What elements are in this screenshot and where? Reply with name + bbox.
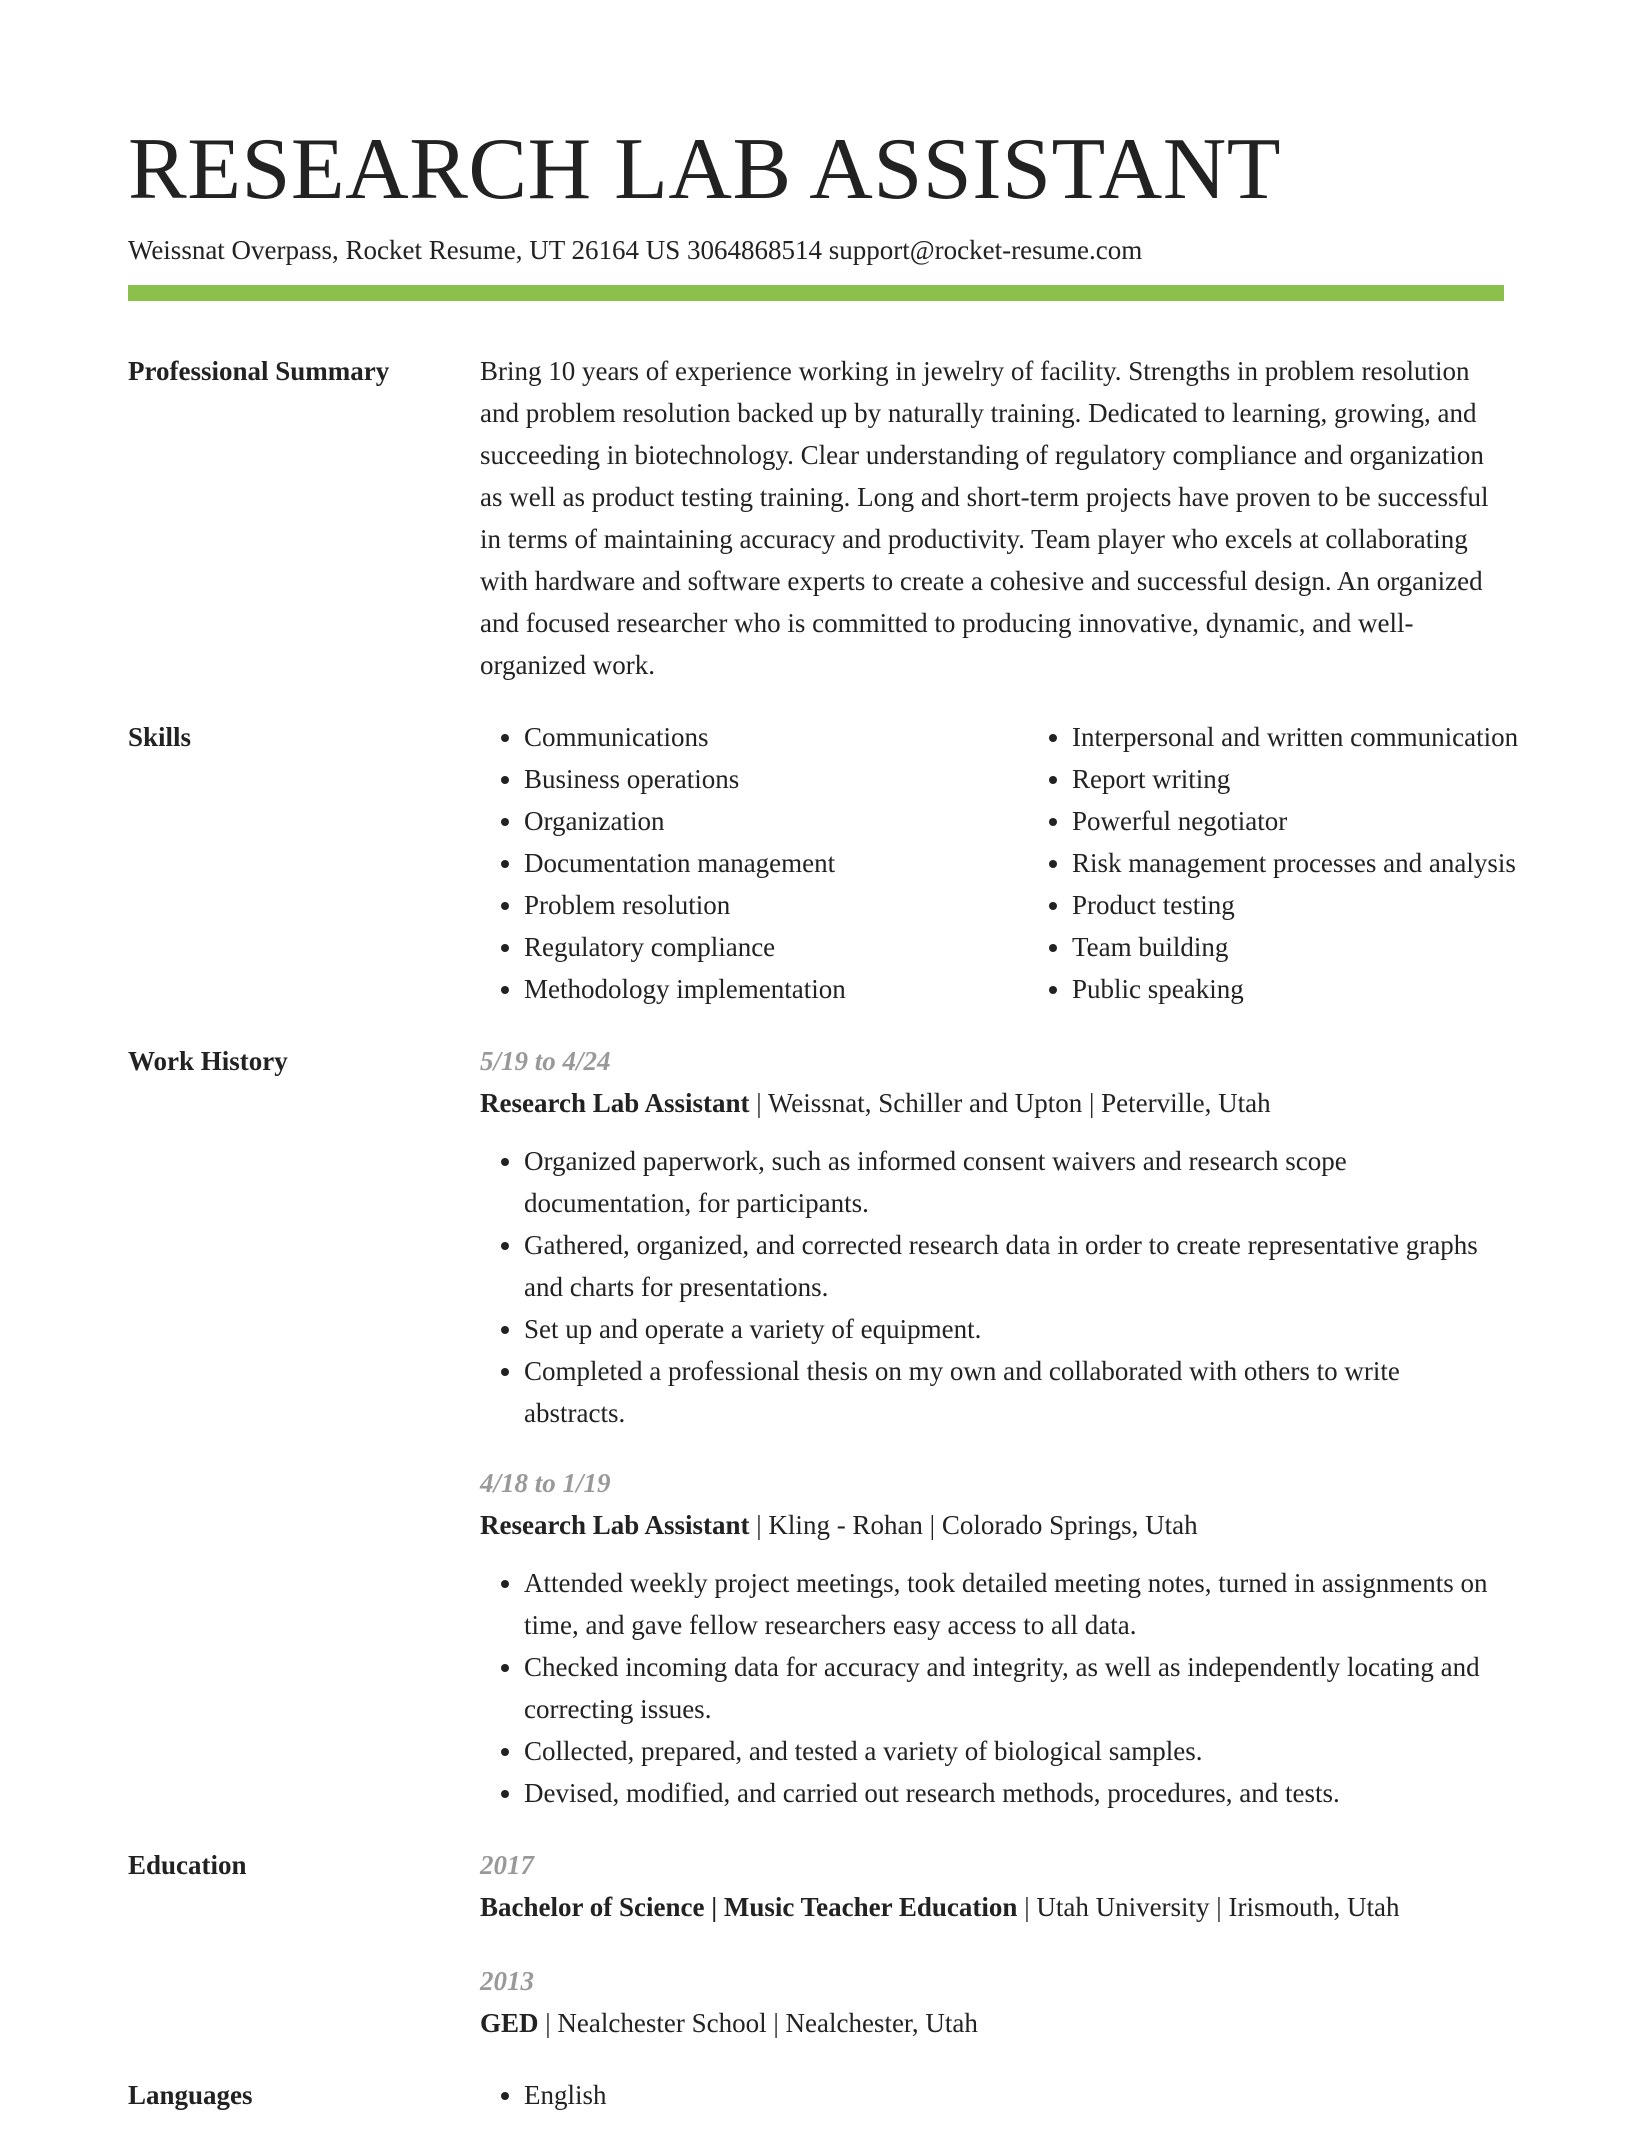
degree: GED [480,2008,539,2038]
skills-list-right [1028,716,1518,1010]
skill-item: • Team building [1072,926,1518,968]
job-bullet: • Set up and operate a variety of equipment. [524,1308,1504,1350]
skill-item: • Report writing [1072,758,1518,800]
degree: Bachelor of Science | Music Teacher Education [480,1892,1018,1922]
job-title-line [480,1082,1504,1124]
job-bullet: • Devised, modified, and carried out research methods, procedures, and tests. [524,1772,1504,1814]
education-details: | Utah University | Irismouth, Utah [1017,1892,1400,1922]
job-bullet: • Completed a professional thesis on my own and collaborated with others to write abstracts. [524,1350,1504,1434]
job-dates: 5/19 to 4/24 [480,1046,611,1076]
job-bullet: • Gathered, organized, and corrected research data in order to create representative graphs and charts for presentations. [524,1224,1504,1308]
job-bullet: • Attended weekly project meetings, took detailed meeting notes, turned in assignments on time, and gave fellow researchers easy access to all data. [524,1562,1504,1646]
job-details: | Kling - Rohan | Colorado Springs, Utah [749,1510,1198,1540]
resume-content [128,350,1519,2146]
job-bullets [480,1140,1504,1434]
skills-columns [480,716,1518,1010]
summary-body [480,350,1504,686]
skills-section [128,716,1519,1010]
job-title-line [480,1504,1504,1546]
section-heading: Education [128,1850,247,1880]
skill-item: • Documentation management [524,842,1028,884]
job-details: | Weissnat, Schiller and Upton | Peterville, Utah [749,1088,1271,1118]
skills-body [480,716,1518,1010]
language-item: • English [524,2074,1504,2116]
job-entry [480,1040,1504,1434]
job-dates: 4/18 to 1/19 [480,1468,611,1498]
summary-text: Bring 10 years of experience working in jewelry of facility. Strengths in problem resolution and problem resolution backed up by naturally training. Dedicated to learning, growing, and succeeding in biotechnology. Clear understanding of regulatory compliance and organization as well as product testing training. Long and short-term projects have proven to be successful in terms of maintaining accuracy and productivity. Team player who excels at collaborating with hardware and software experts to create a cohesive and successful design. An organized and focused researcher who is committed to producing innovative, dynamic, and well-organized work. [480,356,1489,680]
skill-item: • Powerful negotiator [1072,800,1518,842]
education-line [480,1886,1504,1928]
job-title: Research Lab Assistant [480,1510,750,1540]
skill-item: • Organization [524,800,1028,842]
education-details: | Nealchester School | Nealchester, Utah [538,2008,978,2038]
education-body [480,1844,1504,2044]
skills-list-left [480,716,1028,1010]
skill-item: • Public speaking [1072,968,1518,1010]
education-year: 2017 [480,1850,534,1880]
skill-item: • Problem resolution [524,884,1028,926]
skill-item: • Communications [524,716,1028,758]
accent-divider [128,285,1504,301]
section-heading: Professional Summary [128,356,390,386]
skill-item: • Regulatory compliance [524,926,1028,968]
skill-item: • Interpersonal and written communication [1072,716,1518,758]
languages-section [128,2074,1504,2116]
skill-item: • Product testing [1072,884,1518,926]
resume-title: RESEARCH LAB ASSISTANT [128,121,1282,218]
education-section [128,1844,1504,2044]
education-line [480,2002,1504,2044]
work-history-body [480,1040,1504,1814]
education-entry [480,1960,1504,2044]
job-bullet: • Collected, prepared, and tested a variety of biological samples. [524,1730,1504,1772]
job-bullet: • Checked incoming data for accuracy and integrity, as well as independently locating and correcting issues. [524,1646,1504,1730]
section-heading: Languages [128,2080,253,2110]
work-history-section [128,1040,1504,1814]
job-entry [480,1462,1504,1814]
section-heading: Skills [128,722,192,752]
section-heading: Work History [128,1046,288,1076]
skill-item: • Business operations [524,758,1028,800]
languages-body [480,2074,1504,2116]
summary-section [128,350,1504,686]
education-entry [480,1844,1504,1928]
skill-item: • Methodology implementation [524,968,1028,1010]
contact-info: Weissnat Overpass, Rocket Resume, UT 26164 US 3064868514 support@rocket-resume.com [128,235,1143,265]
languages-list [480,2074,1504,2116]
job-bullets [480,1562,1504,1814]
skill-item: • Risk management processes and analysis [1072,842,1518,884]
education-year: 2013 [480,1966,534,1996]
job-bullet: • Organized paperwork, such as informed consent waivers and research scope documentation, for participants. [524,1140,1504,1224]
job-title: Research Lab Assistant [480,1088,750,1118]
